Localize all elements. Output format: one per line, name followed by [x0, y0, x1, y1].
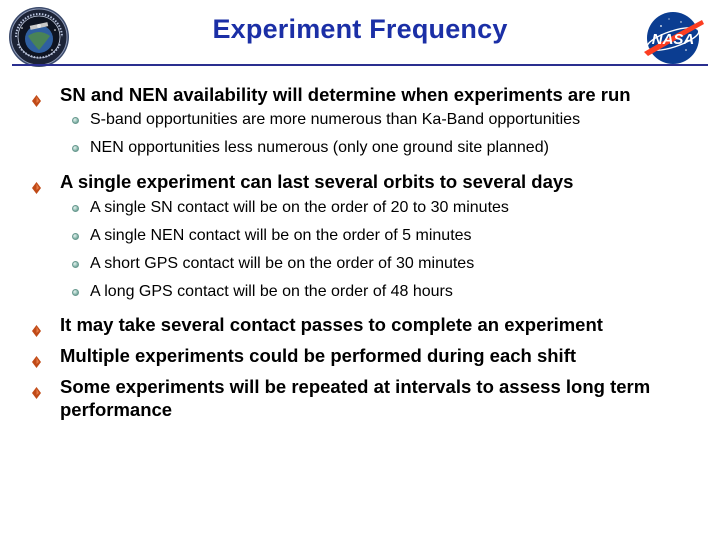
round-bullet-icon — [72, 145, 79, 152]
bullet-text: Multiple experiments could be performed during each shift — [60, 345, 577, 366]
sub-bullet-text: A long GPS contact will be on the order of 48 hours — [90, 283, 453, 300]
round-bullet-icon — [72, 261, 79, 268]
diamond-bullet-icon — [32, 319, 41, 331]
slide-title: Experiment Frequency — [212, 14, 508, 44]
bullet-text: A single experiment can last several orbits to several days — [60, 171, 574, 192]
round-bullet-icon — [72, 289, 79, 296]
bullet-text: Some experiments will be repeated at intervals to assess long term performance — [60, 376, 651, 420]
diamond-bullet-icon — [32, 381, 41, 393]
nasa-logo-text: NASA — [651, 31, 695, 48]
bullet-text: SN and NEN availability will determine when experiments are run — [60, 84, 631, 105]
round-bullet-icon — [72, 117, 79, 124]
sub-bullet-text: A single SN contact will be on the order of 20 to 30 minutes — [90, 199, 509, 216]
sub-bullet-text: NEN opportunities less numerous (only one ground site planned) — [90, 139, 549, 156]
diamond-bullet-icon — [32, 89, 41, 101]
bullet-text: It may take several contact passes to complete an experiment — [60, 314, 603, 335]
round-bullet-icon — [72, 233, 79, 240]
round-bullet-icon — [72, 205, 79, 212]
sub-bullet-text: S-band opportunities are more numerous than Ka-Band opportunities — [90, 111, 581, 128]
sub-bullet-text: A single NEN contact will be on the order of 5 minutes — [90, 227, 472, 244]
diamond-bullet-icon — [32, 350, 41, 362]
diamond-bullet-icon — [32, 176, 41, 188]
sub-bullet-text: A short GPS contact will be on the order of 30 minutes — [90, 255, 475, 272]
